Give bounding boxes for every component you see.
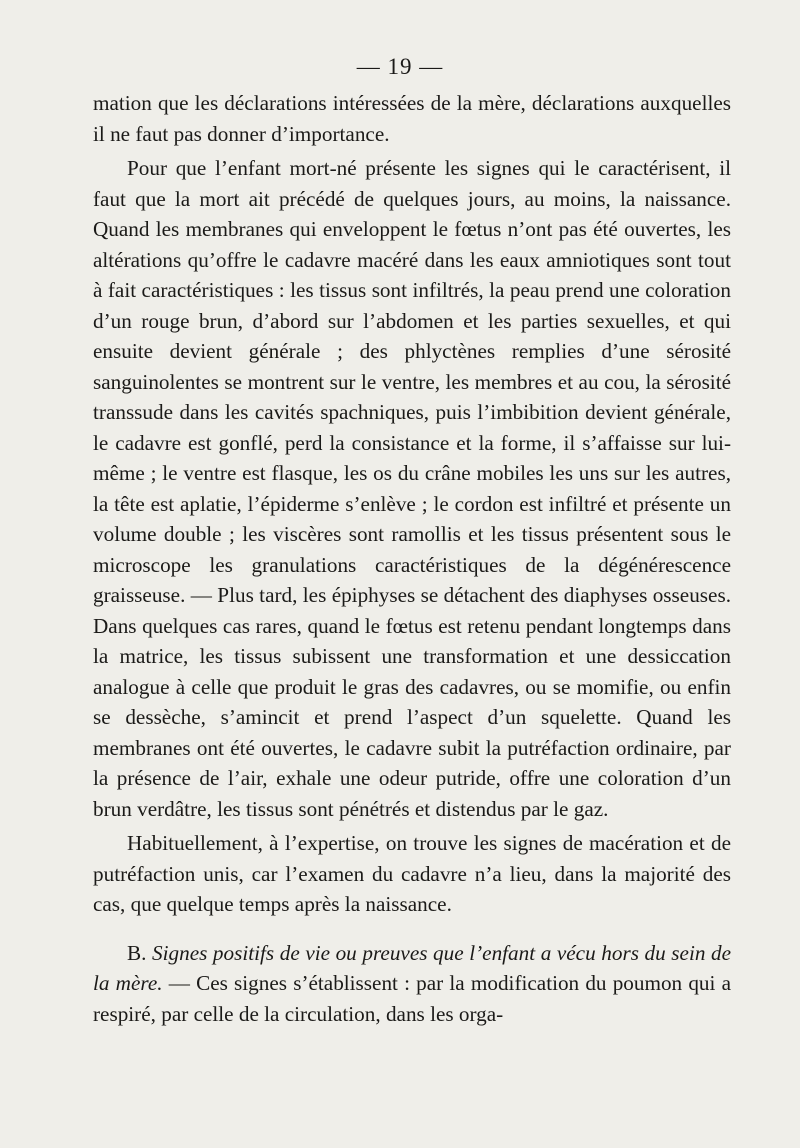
paragraph-mort-ne: Pour que l’enfant mort-né présente les signes qui le caractérisent, il faut que la mort ait précédé de quelques jours, au moins, la naissance. Quand les membranes qui enveloppent le fœtus n’ont pas été ouvertes, les altérations qu’offre le cadavre macéré dans les eaux amniotiques sont tout à fait caractéristiques : les tissus sont infiltrés, la peau prend une coloration d’un rouge brun, d’abord sur l’abdomen et les parties sexuelles, et qui ensuite devient générale ; des phlyctènes remplies d’une sérosité sanguinolentes se montrent sur le ventre, les membres et au cou, la sérosité transsude dans les cavités spachniques, puis l’imbibition devient générale, le cadavre est gonflé, perd la consistance et la forme, il s’affaisse sur lui-même ; le ventre est flasque, les os du crâne mobiles les uns sur les autres, la tête est aplatie, l’épiderme s’enlève ; le cordon est infiltré et présente un volume double ; les viscères sont ramollis et les tissus présentent sous le microscope les granulations caractéristiques de la dégénérescence graisseuse. — Plus tard, les épiphyses se détachent des diaphyses osseuses. Dans quelques cas rares, quand le fœtus est retenu pendant longtemps dans la matrice, les tissus subissent une transformation et une dessiccation analogue à celle que produit le gras des cadavres, ou se momifie, ou enfin se dessèche, s’amincit et prend l’aspect d’un squelette. Quand les membranes ont été ouvertes, le cadavre subit la putréfaction ordinaire, par la présence de l’air, exhale une odeur putride, offre une coloration d’un brun verdâtre, les tissus sont pénétrés et distendus par le gaz. [93,156,731,821]
body-text [93,88,731,1029]
section-b-title: Signes positifs de vie ou preuves que l’enfant a vécu hors du sein de la mère. [93,940,732,995]
section-b-paragraph [93,938,731,1030]
paragraph-expertise: Habituellement, à l’expertise, on trouve les signes de macération et de putréfaction unis, car l’examen du cadavre n’a lieu, dans la majorité des cas, que quelque temps après la naissance. [93,831,731,916]
section-b-letter: B. [127,940,147,965]
page-number: — 19 — [356,54,444,79]
section-b-text: — Ces signes s’établissent : par la modification du poumon qui a respiré, par celle de la circulation, dans les orga- [93,971,731,1026]
paragraph-continuation: mation que les déclarations intéressées de la mère, déclarations auxquelles il ne faut pas donner d’importance. [93,91,731,146]
